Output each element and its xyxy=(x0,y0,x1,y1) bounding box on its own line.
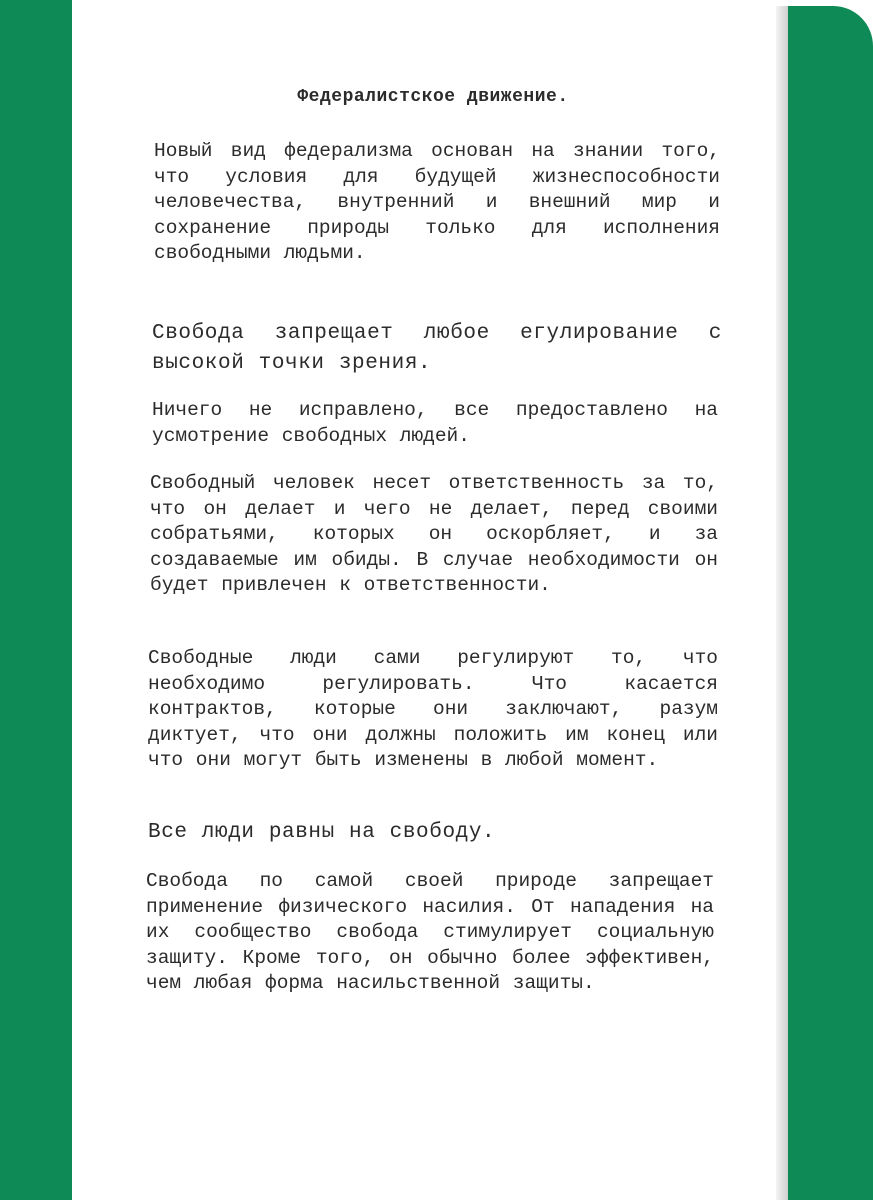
document-title: Федералистское движение. xyxy=(297,87,569,107)
document-page xyxy=(72,0,776,1200)
paragraph-2: Свобода запрещает любое егулирование с высокой точки зрения. xyxy=(152,322,722,375)
paragraph-3: Ничего не исправлено, все предоставлено на усмотрение свободных людей. xyxy=(152,399,718,447)
green-folder-right-edge xyxy=(788,6,873,1200)
paragraph-4: Свободный человек несет ответственность за то, что он делает и чего не делает, перед своими собратьями, которых он оскорбляет, и за создаваемые им обиды. В случае необходимости он будет привлечен к ответственности. xyxy=(150,472,718,596)
paragraph-1: Новый вид федерализма основан на знании того, что условия для будущей жизнеспособности человечества, внутренний и внешний мир и сохранение природы только для исполнения свободными людьми. xyxy=(154,140,720,264)
paragraph-6-heading: Все люди равны на свободу. xyxy=(148,821,496,844)
paragraph-7: Свобода по самой своей природе запрещает применение физического насилия. От нападения на их сообщество свобода стимулирует социальную защиту. Кроме того, он обычно более эффективен, чем любая форма насильственной защиты. xyxy=(146,870,714,994)
paragraph-5: Свободные люди сами регулируют то, что необходимо регулировать. Что касается контрактов, которые они заключают, разум диктует, что они должны положить им конец или что они могут быть изменены в любой момент. xyxy=(148,647,718,771)
sheet-edge-shadow xyxy=(776,6,788,1200)
green-folder-left-edge xyxy=(0,0,72,1200)
